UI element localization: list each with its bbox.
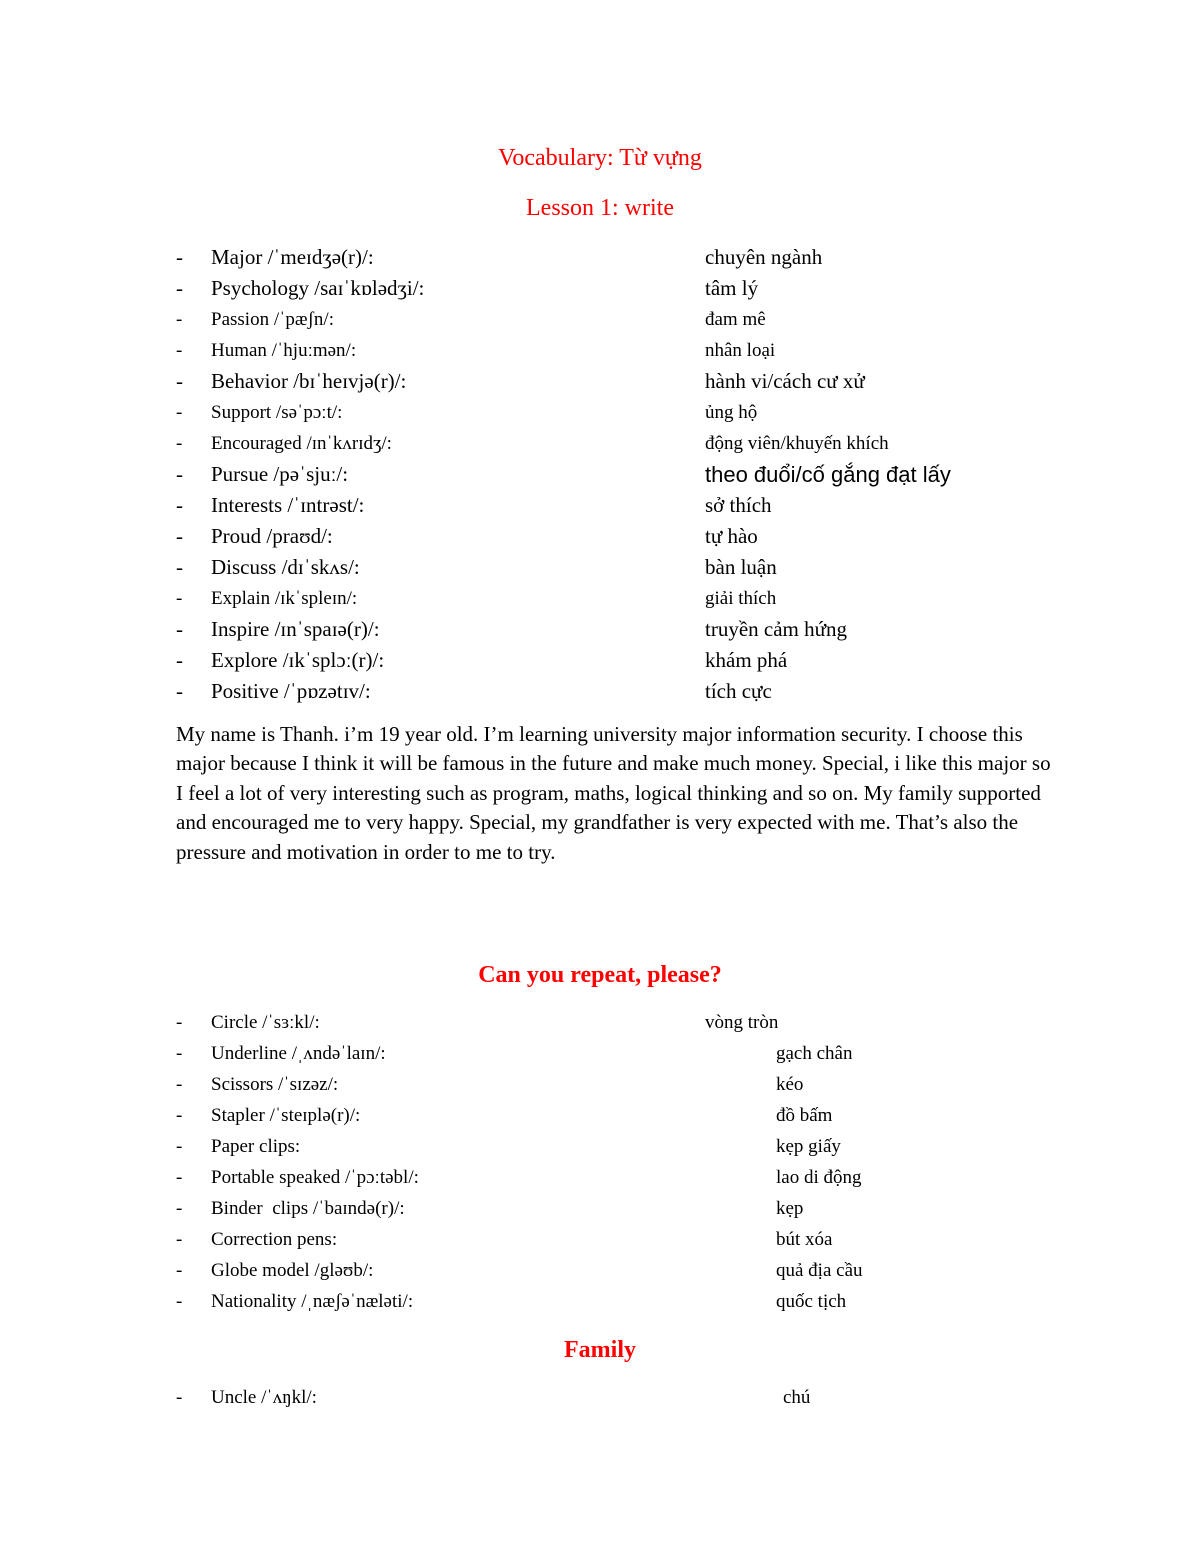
family-vocab-list [0, 1382, 1200, 1413]
list-item: - Nationality /ˌnæʃəˈnæləti/: quốc tịch [176, 1291, 847, 1312]
list-item: - Portable speaked /ˈpɔːtəbl/: lao di động [176, 1167, 862, 1188]
family-heading: Family [564, 1337, 636, 1363]
repeat-vocab-list [0, 1007, 1200, 1317]
lesson1-vocab-list [0, 242, 1200, 707]
list-item: - Interests /ˈɪntrəst/: sở thích [176, 493, 772, 517]
list-item: - Scissors /ˈsɪzəz/: kéo [176, 1074, 804, 1095]
list-item: - Human /ˈhjuːmən/: nhân loại [176, 340, 776, 361]
list-item: - Pursue /pəˈsjuː/: theo đuổi/cố gắng đạt lấy [176, 462, 951, 487]
page-title: Vocabulary: Từ vựng [498, 145, 702, 171]
list-item: - Behavior /bɪˈheɪvjə(r)/: hành vi/cách cư xử [176, 369, 865, 393]
list-item: - Support /səˈpɔːt/: ủng hộ [176, 402, 758, 423]
list-item: - Paper clips: kẹp giấy [176, 1136, 841, 1157]
lesson1-paragraph: My name is Thanh. i’m 19 year old. I’m learning university major information security. I choose this major because I think it will be famous in the future and make much money. Special, i like this major so I feel a lot of very interesting such as program, maths, logical thinking and so on. My family supported and encouraged me to very happy. Special, my grandfather is very expected with me. That’s also the pressure and motivation in order to me to try. [176, 722, 1051, 864]
list-item: - Proud /praʊd/: tự hào [176, 524, 758, 548]
list-item: - Encouraged /ɪnˈkʌrɪdʒ/: động viên/khuyến khích [176, 433, 889, 454]
list-item: - Psychology /saɪˈkɒlədʒi/: tâm lý [176, 276, 759, 300]
list-item: - Globe model /gləʊb/: quả địa cầu [176, 1260, 863, 1281]
list-item: - Positive /ˈpɒzətɪv/: tích cực [176, 679, 772, 703]
list-item: - Correction pens: bút xóa [176, 1229, 833, 1250]
list-item: - Binder clips /ˈbaɪndə(r)/: kẹp [176, 1198, 804, 1219]
list-item: - Uncle /ˈʌŋkl/: chú [176, 1387, 811, 1408]
lesson1-heading: Lesson 1: write [526, 195, 674, 221]
list-item: - Explain /ɪkˈspleɪn/: giải thích [176, 588, 777, 609]
list-item: - Discuss /dɪˈskʌs/: bàn luận [176, 555, 777, 579]
list-item: - Major /ˈmeɪdʒə(r)/: chuyên ngành [176, 245, 823, 269]
list-item: - Underline /ˌʌndəˈlaɪn/: gạch chân [176, 1043, 853, 1064]
list-item: - Circle /ˈsɜːkl/: vòng tròn [176, 1012, 779, 1033]
list-item: - Stapler /ˈsteɪplə(r)/: đồ bấm [176, 1105, 833, 1126]
list-item: - Explore /ɪkˈsplɔː(r)/: khám phá [176, 648, 788, 672]
list-item: - Inspire /ɪnˈspaɪə(r)/: truyền cảm hứng [176, 617, 848, 641]
repeat-heading: Can you repeat, please? [478, 962, 722, 988]
list-item: - Passion /ˈpæʃn/: đam mê [176, 309, 766, 330]
